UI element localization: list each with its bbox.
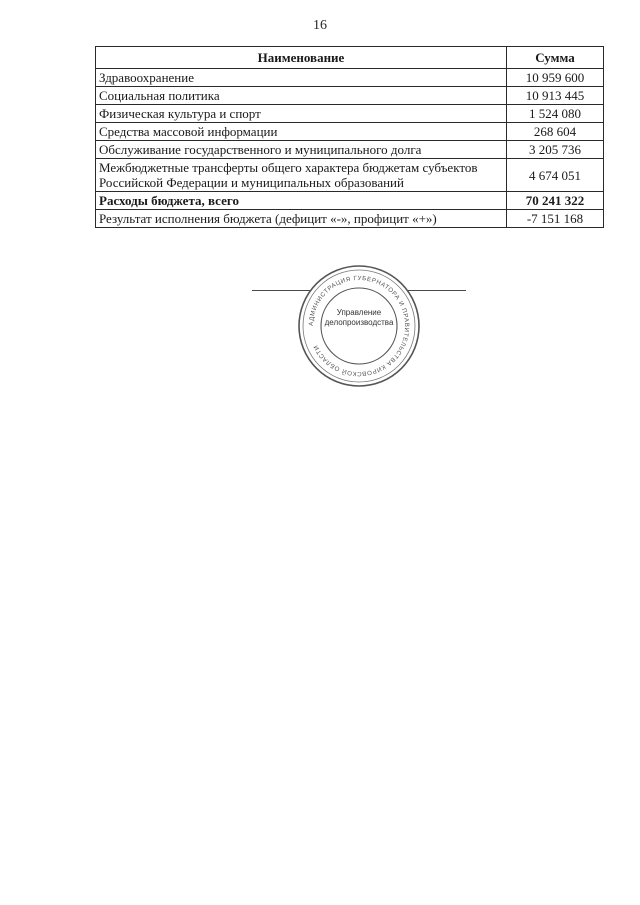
row-name: Межбюджетные трансферты общего характера бюджетам субъектов Российской Федерации и муниципальных образований bbox=[96, 159, 507, 192]
stamp-ring-text: АДМИНИСТРАЦИЯ ГУБЕРНАТОРА И ПРАВИТЕЛЬСТВА КИРОВСКОЙ ОБЛАСТИ bbox=[307, 274, 411, 378]
row-sum: 3 205 736 bbox=[507, 141, 604, 159]
result-name: Результат исполнения бюджета (дефицит «-», профицит «+») bbox=[96, 210, 507, 228]
total-name: Расходы бюджета, всего bbox=[96, 192, 507, 210]
stamp-center-text bbox=[320, 308, 398, 328]
column-header-sum: Сумма bbox=[507, 47, 604, 69]
total-sum: 70 241 322 bbox=[507, 192, 604, 210]
row-sum: 268 604 bbox=[507, 123, 604, 141]
row-sum: 10 913 445 bbox=[507, 87, 604, 105]
official-stamp bbox=[297, 264, 421, 388]
table-row bbox=[96, 69, 604, 87]
stamp-center-line-2: делопроизводства bbox=[324, 318, 394, 327]
row-name: Социальная политика bbox=[96, 87, 507, 105]
row-name: Средства массовой информации bbox=[96, 123, 507, 141]
table-row bbox=[96, 123, 604, 141]
table-row bbox=[96, 159, 604, 192]
page-number: 16 bbox=[313, 18, 327, 33]
stamp-center-line-1: Управление bbox=[336, 308, 382, 317]
total-row bbox=[96, 192, 604, 210]
table-row bbox=[96, 87, 604, 105]
table-header-row bbox=[96, 47, 604, 69]
row-sum: 10 959 600 bbox=[507, 69, 604, 87]
result-row bbox=[96, 210, 604, 228]
row-name: Здравоохранение bbox=[96, 69, 507, 87]
row-sum: 1 524 080 bbox=[507, 105, 604, 123]
budget-table bbox=[95, 46, 604, 228]
row-name: Физическая культура и спорт bbox=[96, 105, 507, 123]
column-header-name: Наименование bbox=[96, 47, 507, 69]
result-sum: -7 151 168 bbox=[507, 210, 604, 228]
table-row bbox=[96, 141, 604, 159]
table-row bbox=[96, 105, 604, 123]
row-name: Обслуживание государственного и муниципального долга bbox=[96, 141, 507, 159]
stamp-area bbox=[252, 264, 472, 394]
row-sum: 4 674 051 bbox=[507, 159, 604, 192]
